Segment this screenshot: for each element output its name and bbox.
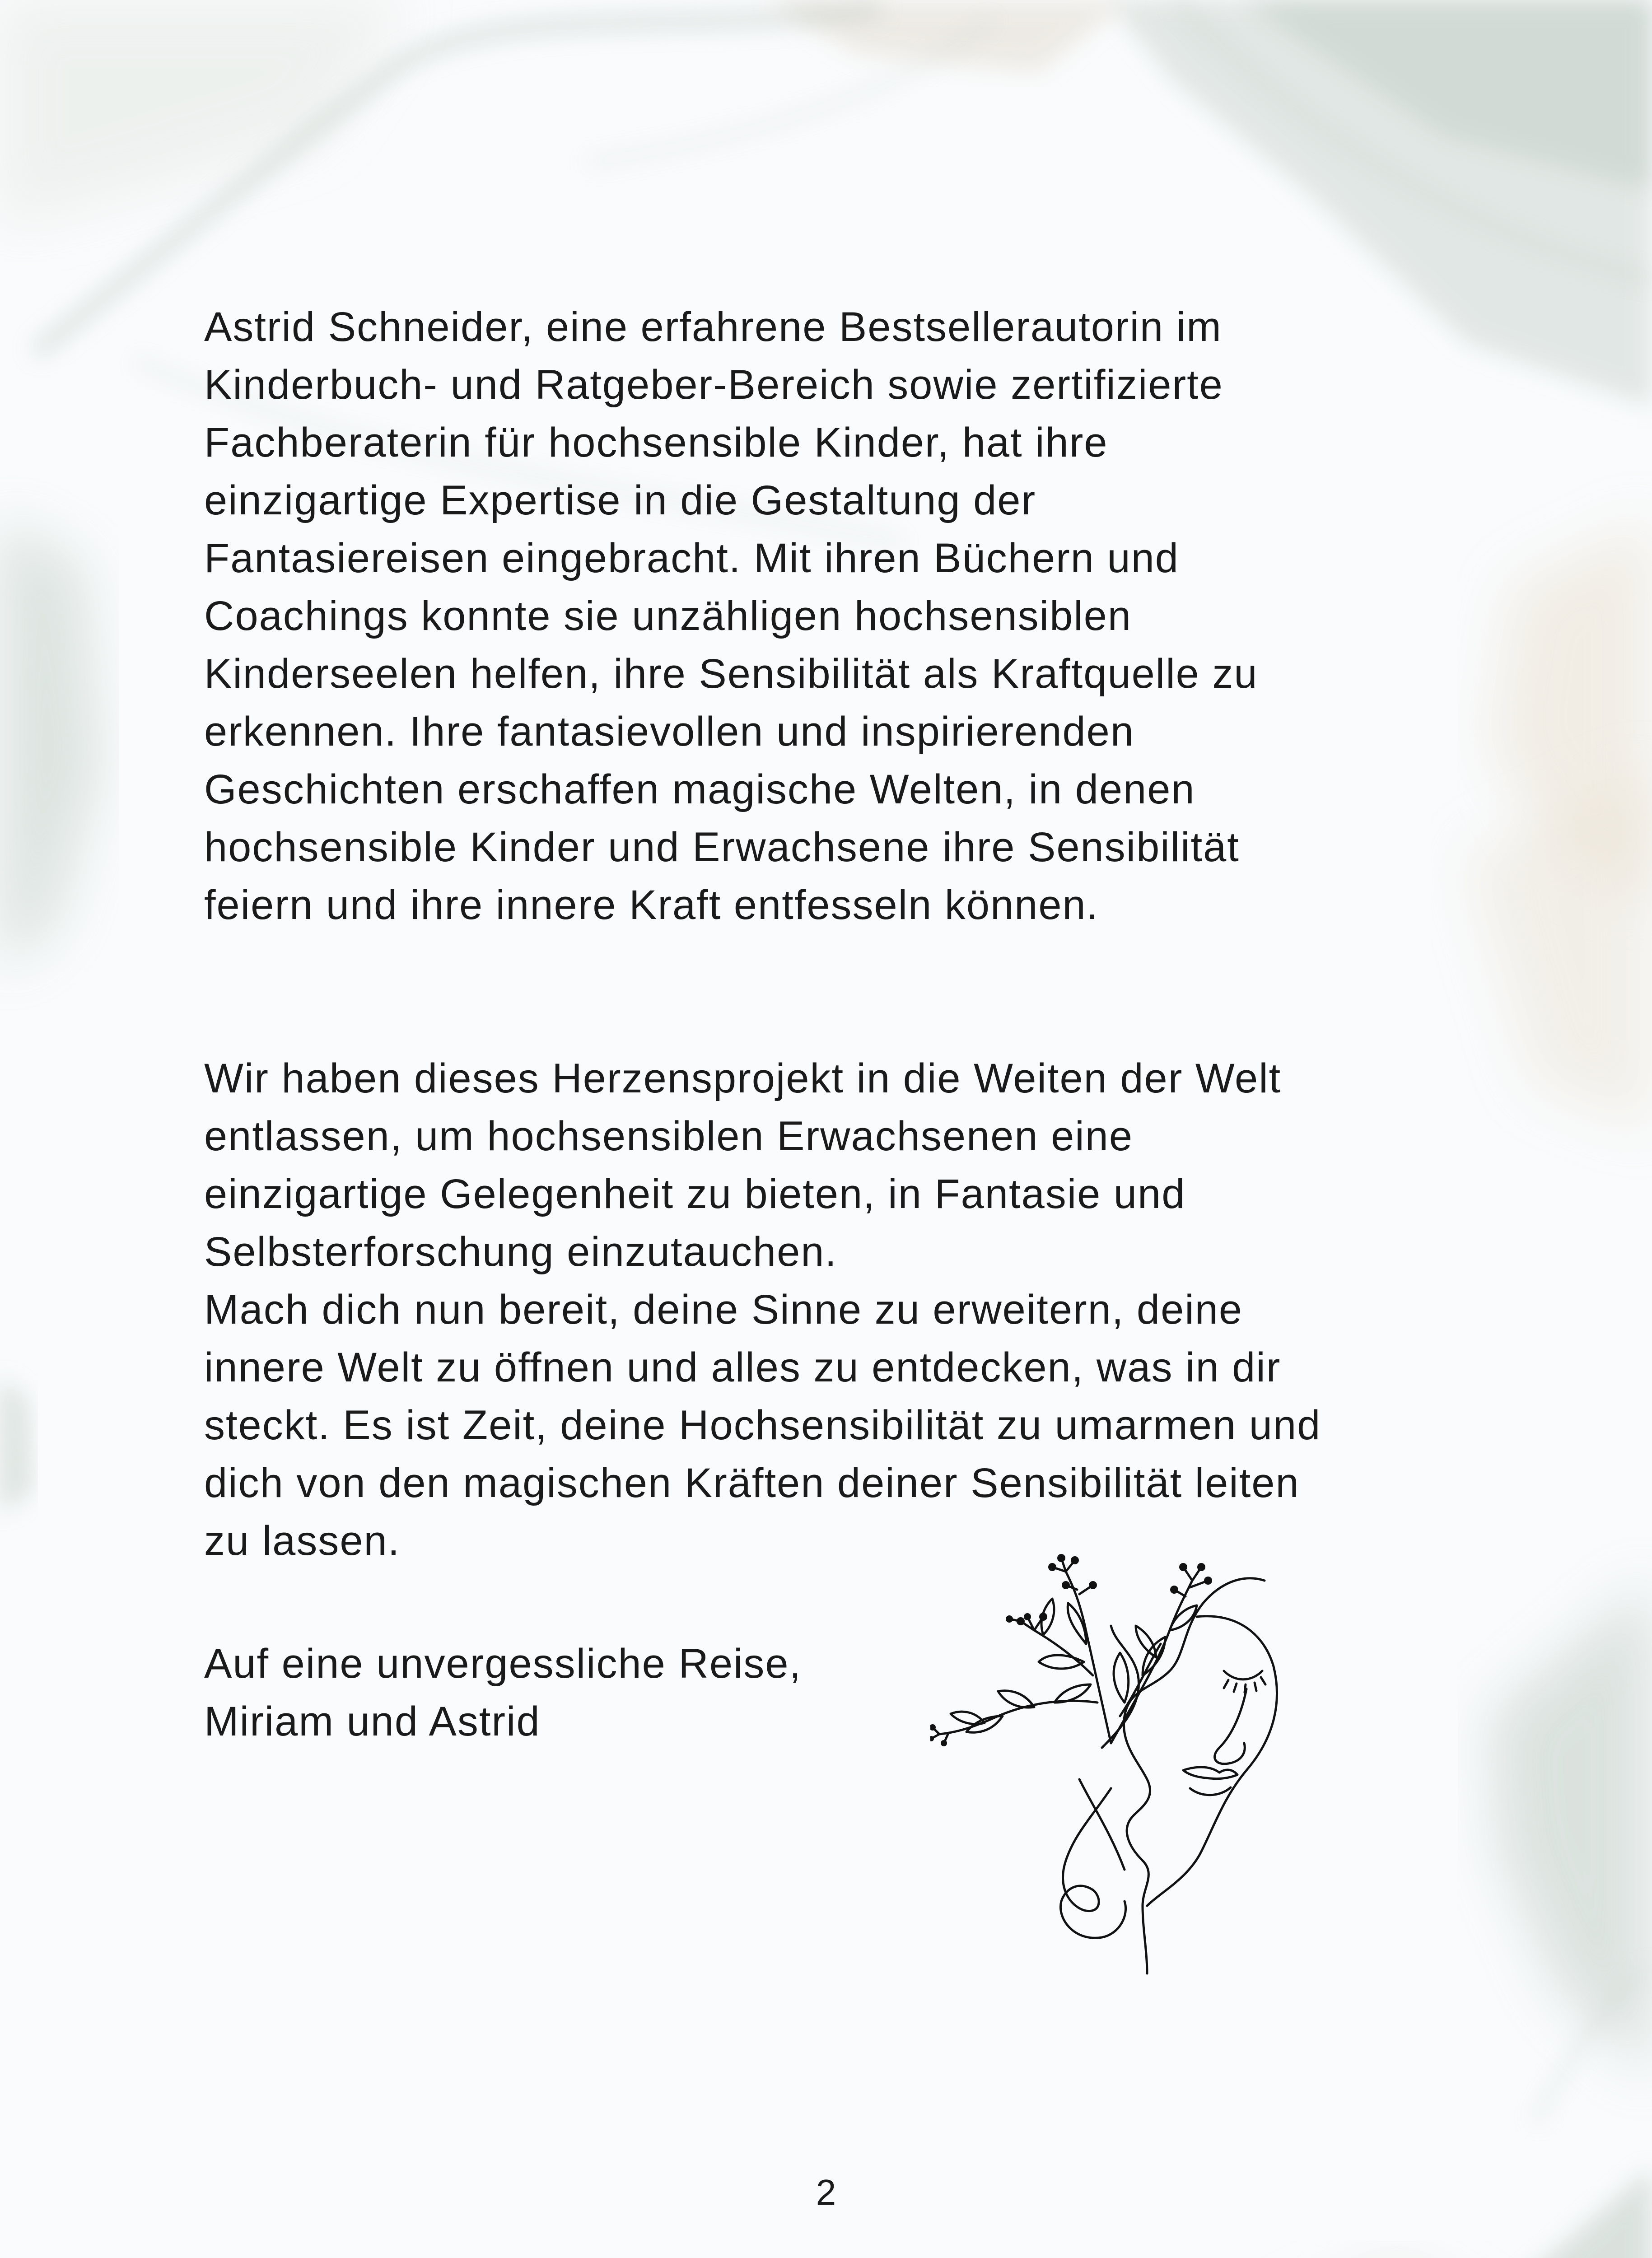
face-with-flowers-line-art-icon bbox=[930, 1554, 1292, 1978]
page-number: 2 bbox=[816, 2172, 836, 2212]
main-text bbox=[204, 298, 1514, 1570]
paragraph-spacer bbox=[204, 934, 1514, 1050]
paragraph-project-invitation: Wir haben dieses Herzensprojekt in die Weiten der Welt entlassen, um hochsensiblen Erwachsenen eine einzigartige Gelegenheit zu bieten, in Fantasie und Selbsterforschung einzutauchen. Mach dich nun bereit, deine Sinne zu erweitern, deine innere Welt zu öffnen und alles zu entdecken, was in dir steckt. Es ist Zeit, deine Hochsensibilität zu umarmen und dich von den magischen Kräften deiner Sensibilität leiten zu lassen. bbox=[204, 1055, 1321, 1564]
signoff-text: Auf eine unvergessliche Reise, Miriam und Astrid bbox=[204, 1641, 802, 1745]
paragraph-author-intro: Astrid Schneider, eine erfahrene Bestsellerautorin im Kinderbuch- und Ratgeber-Bereich sowie zertifizierte Fachberaterin für hochsensible Kinder, hat ihre einzigartige Expertise in die Gestaltung der Fantasiereisen eingebracht. Mit ihren Büchern und Coachings konnte sie unzähligen hochsensiblen Kinderseelen helfen, ihre Sensibilität als Kraftquelle zu erkennen. Ihre fantasievollen und inspirierenden Geschichten erschaffen magische Welten, in denen hochsensible Kinder und Erwachsene ihre Sensibilität feiern und ihre innere Kraft entfesseln können. bbox=[204, 304, 1258, 928]
